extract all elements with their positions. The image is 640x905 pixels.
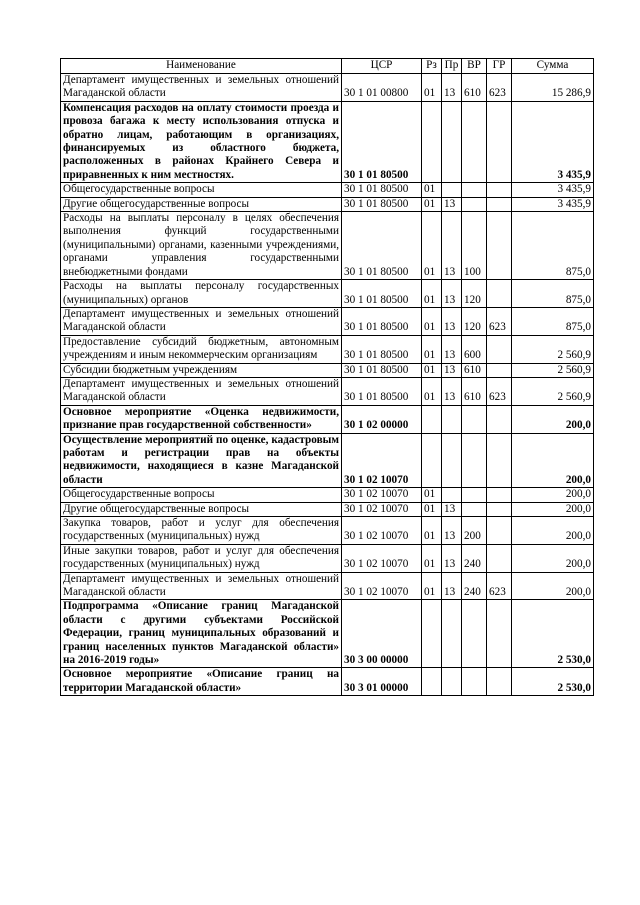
budget-table xyxy=(60,58,594,696)
cell-rz: 01 xyxy=(422,280,442,308)
table-row xyxy=(61,74,594,102)
cell-vr xyxy=(462,488,487,502)
table-row xyxy=(61,197,594,211)
cell-pr: 13 xyxy=(442,197,462,211)
cell-rz: 01 xyxy=(422,377,442,405)
cell-sum: 3 435,9 xyxy=(512,101,594,182)
cell-sum: 200,0 xyxy=(512,544,594,572)
cell-csr: 30 1 02 10070 xyxy=(342,517,422,545)
table-row xyxy=(61,280,594,308)
cell-name: Осуществление мероприятий по оценке, кадастровым работам и регистрации прав на объекты недвижимости, находящиеся в казне Магаданской области xyxy=(61,433,342,488)
cell-vr xyxy=(462,197,487,211)
cell-vr: 610 xyxy=(462,363,487,377)
cell-rz: 01 xyxy=(422,363,442,377)
cell-gr: 623 xyxy=(487,74,512,102)
cell-name: Департамент имущественных и земельных отношений Магаданской области xyxy=(61,572,342,600)
cell-sum: 875,0 xyxy=(512,212,594,280)
cell-sum: 2 560,9 xyxy=(512,377,594,405)
header-gr: ГР xyxy=(487,59,512,74)
cell-gr xyxy=(487,101,512,182)
cell-name: Иные закупки товаров, работ и услуг для обеспечения государственных (муниципальных) нужд xyxy=(61,544,342,572)
cell-sum: 2 560,9 xyxy=(512,363,594,377)
cell-gr: 623 xyxy=(487,572,512,600)
cell-vr xyxy=(462,433,487,488)
cell-rz: 01 xyxy=(422,307,442,335)
table-row xyxy=(61,668,594,696)
cell-pr: 13 xyxy=(442,212,462,280)
cell-rz xyxy=(422,101,442,182)
cell-name: Департамент имущественных и земельных отношений Магаданской области xyxy=(61,377,342,405)
table-row xyxy=(61,502,594,516)
cell-gr xyxy=(487,335,512,363)
header-name: Наименование xyxy=(61,59,342,74)
cell-pr: 13 xyxy=(442,502,462,516)
cell-sum: 3 435,9 xyxy=(512,197,594,211)
cell-sum: 200,0 xyxy=(512,488,594,502)
cell-gr xyxy=(487,405,512,433)
cell-vr xyxy=(462,183,487,197)
table-header-row xyxy=(61,59,594,74)
cell-name: Расходы на выплаты персоналу в целях обеспечения выполнения функций государственными (муниципальными) органами, казенными учреждениями, органами управления государственными внебюджетными фондами xyxy=(61,212,342,280)
header-sum: Сумма xyxy=(512,59,594,74)
table-row xyxy=(61,572,594,600)
cell-csr: 30 1 02 10070 xyxy=(342,488,422,502)
cell-sum: 200,0 xyxy=(512,502,594,516)
table-row xyxy=(61,433,594,488)
cell-csr: 30 1 01 80500 xyxy=(342,377,422,405)
cell-sum: 200,0 xyxy=(512,572,594,600)
table-row xyxy=(61,183,594,197)
cell-gr xyxy=(487,363,512,377)
cell-pr: 13 xyxy=(442,335,462,363)
cell-gr: 623 xyxy=(487,377,512,405)
cell-csr: 30 1 01 80500 xyxy=(342,335,422,363)
cell-name: Другие общегосударственные вопросы xyxy=(61,197,342,211)
cell-sum: 3 435,9 xyxy=(512,183,594,197)
cell-gr xyxy=(487,197,512,211)
cell-vr: 120 xyxy=(462,280,487,308)
cell-csr: 30 1 01 80500 xyxy=(342,307,422,335)
cell-gr xyxy=(487,212,512,280)
cell-pr: 13 xyxy=(442,307,462,335)
cell-vr xyxy=(462,405,487,433)
cell-vr xyxy=(462,502,487,516)
cell-pr xyxy=(442,433,462,488)
cell-name: Департамент имущественных и земельных отношений Магаданской области xyxy=(61,74,342,102)
cell-rz xyxy=(422,405,442,433)
cell-pr: 13 xyxy=(442,363,462,377)
header-rz: Рз xyxy=(422,59,442,74)
table-row xyxy=(61,335,594,363)
cell-rz xyxy=(422,600,442,668)
cell-rz xyxy=(422,433,442,488)
cell-csr: 30 1 02 10070 xyxy=(342,433,422,488)
cell-pr xyxy=(442,668,462,696)
table-row xyxy=(61,212,594,280)
table-row xyxy=(61,544,594,572)
cell-csr: 30 1 01 80500 xyxy=(342,101,422,182)
cell-csr: 30 1 01 80500 xyxy=(342,183,422,197)
table-row xyxy=(61,101,594,182)
cell-vr: 610 xyxy=(462,74,487,102)
cell-pr xyxy=(442,183,462,197)
cell-name: Основное мероприятие «Описание границ на территории Магаданской области» xyxy=(61,668,342,696)
cell-pr xyxy=(442,600,462,668)
cell-pr: 13 xyxy=(442,377,462,405)
cell-csr: 30 3 00 00000 xyxy=(342,600,422,668)
cell-rz: 01 xyxy=(422,544,442,572)
cell-csr: 30 1 02 10070 xyxy=(342,572,422,600)
header-pr: Пр xyxy=(442,59,462,74)
cell-name: Подпрограмма «Описание границ Магаданской области с другими субъектами Российской Федерации, границ муниципальных образований и границ населенных пунктов Магаданской области» на 2016-2019 годы» xyxy=(61,600,342,668)
cell-gr xyxy=(487,183,512,197)
cell-name: Основное мероприятие «Оценка недвижимости, признание прав государственной собственности» xyxy=(61,405,342,433)
table-row xyxy=(61,307,594,335)
cell-rz xyxy=(422,668,442,696)
cell-name: Закупка товаров, работ и услуг для обеспечения государственных (муниципальных) нужд xyxy=(61,517,342,545)
table-row xyxy=(61,377,594,405)
cell-gr xyxy=(487,544,512,572)
cell-sum: 15 286,9 xyxy=(512,74,594,102)
cell-sum: 200,0 xyxy=(512,405,594,433)
table-row xyxy=(61,600,594,668)
cell-sum: 2 560,9 xyxy=(512,335,594,363)
cell-sum: 200,0 xyxy=(512,433,594,488)
cell-pr: 13 xyxy=(442,280,462,308)
table-row xyxy=(61,488,594,502)
cell-sum: 2 530,0 xyxy=(512,600,594,668)
cell-rz: 01 xyxy=(422,183,442,197)
cell-rz: 01 xyxy=(422,335,442,363)
cell-vr: 100 xyxy=(462,212,487,280)
cell-rz: 01 xyxy=(422,212,442,280)
cell-name: Общегосударственные вопросы xyxy=(61,488,342,502)
cell-sum: 875,0 xyxy=(512,280,594,308)
cell-name: Расходы на выплаты персоналу государственных (муниципальных) органов xyxy=(61,280,342,308)
table-row xyxy=(61,405,594,433)
cell-rz: 01 xyxy=(422,502,442,516)
cell-pr: 13 xyxy=(442,74,462,102)
cell-name: Другие общегосударственные вопросы xyxy=(61,502,342,516)
header-csr: ЦСР xyxy=(342,59,422,74)
cell-csr: 30 1 02 10070 xyxy=(342,502,422,516)
cell-gr: 623 xyxy=(487,307,512,335)
cell-csr: 30 1 02 00000 xyxy=(342,405,422,433)
cell-pr xyxy=(442,405,462,433)
cell-rz: 01 xyxy=(422,74,442,102)
cell-rz: 01 xyxy=(422,572,442,600)
cell-name: Предоставление субсидий бюджетным, автономным учреждениям и иным некоммерческим организациям xyxy=(61,335,342,363)
cell-vr: 240 xyxy=(462,544,487,572)
cell-rz: 01 xyxy=(422,488,442,502)
cell-csr: 30 1 01 80500 xyxy=(342,212,422,280)
cell-gr xyxy=(487,280,512,308)
cell-csr: 30 1 02 10070 xyxy=(342,544,422,572)
cell-name: Департамент имущественных и земельных отношений Магаданской области xyxy=(61,307,342,335)
cell-vr: 600 xyxy=(462,335,487,363)
cell-name: Компенсация расходов на оплату стоимости проезда и провоза багажа к месту использования отпуска и обратно лицам, работающим в организациях, финансируемых из областного бюджета, расположенных в районах Крайнего Севера и приравненных к ним местностях. xyxy=(61,101,342,182)
cell-pr xyxy=(442,101,462,182)
cell-vr xyxy=(462,600,487,668)
cell-csr: 30 1 01 80500 xyxy=(342,197,422,211)
cell-vr xyxy=(462,101,487,182)
cell-csr: 30 1 01 00800 xyxy=(342,74,422,102)
cell-sum: 200,0 xyxy=(512,517,594,545)
cell-pr xyxy=(442,488,462,502)
cell-name: Субсидии бюджетным учреждениям xyxy=(61,363,342,377)
cell-vr: 200 xyxy=(462,517,487,545)
cell-rz: 01 xyxy=(422,517,442,545)
cell-gr xyxy=(487,600,512,668)
cell-pr: 13 xyxy=(442,572,462,600)
cell-sum: 2 530,0 xyxy=(512,668,594,696)
cell-csr: 30 1 01 80500 xyxy=(342,280,422,308)
cell-gr xyxy=(487,502,512,516)
cell-vr: 120 xyxy=(462,307,487,335)
cell-sum: 875,0 xyxy=(512,307,594,335)
cell-pr: 13 xyxy=(442,544,462,572)
cell-gr xyxy=(487,668,512,696)
cell-pr: 13 xyxy=(442,517,462,545)
table-row xyxy=(61,363,594,377)
cell-name: Общегосударственные вопросы xyxy=(61,183,342,197)
cell-gr xyxy=(487,488,512,502)
cell-vr xyxy=(462,668,487,696)
cell-gr xyxy=(487,517,512,545)
cell-gr xyxy=(487,433,512,488)
table-row xyxy=(61,517,594,545)
cell-rz: 01 xyxy=(422,197,442,211)
cell-vr: 610 xyxy=(462,377,487,405)
header-vr: ВР xyxy=(462,59,487,74)
cell-csr: 30 1 01 80500 xyxy=(342,363,422,377)
cell-csr: 30 3 01 00000 xyxy=(342,668,422,696)
cell-vr: 240 xyxy=(462,572,487,600)
